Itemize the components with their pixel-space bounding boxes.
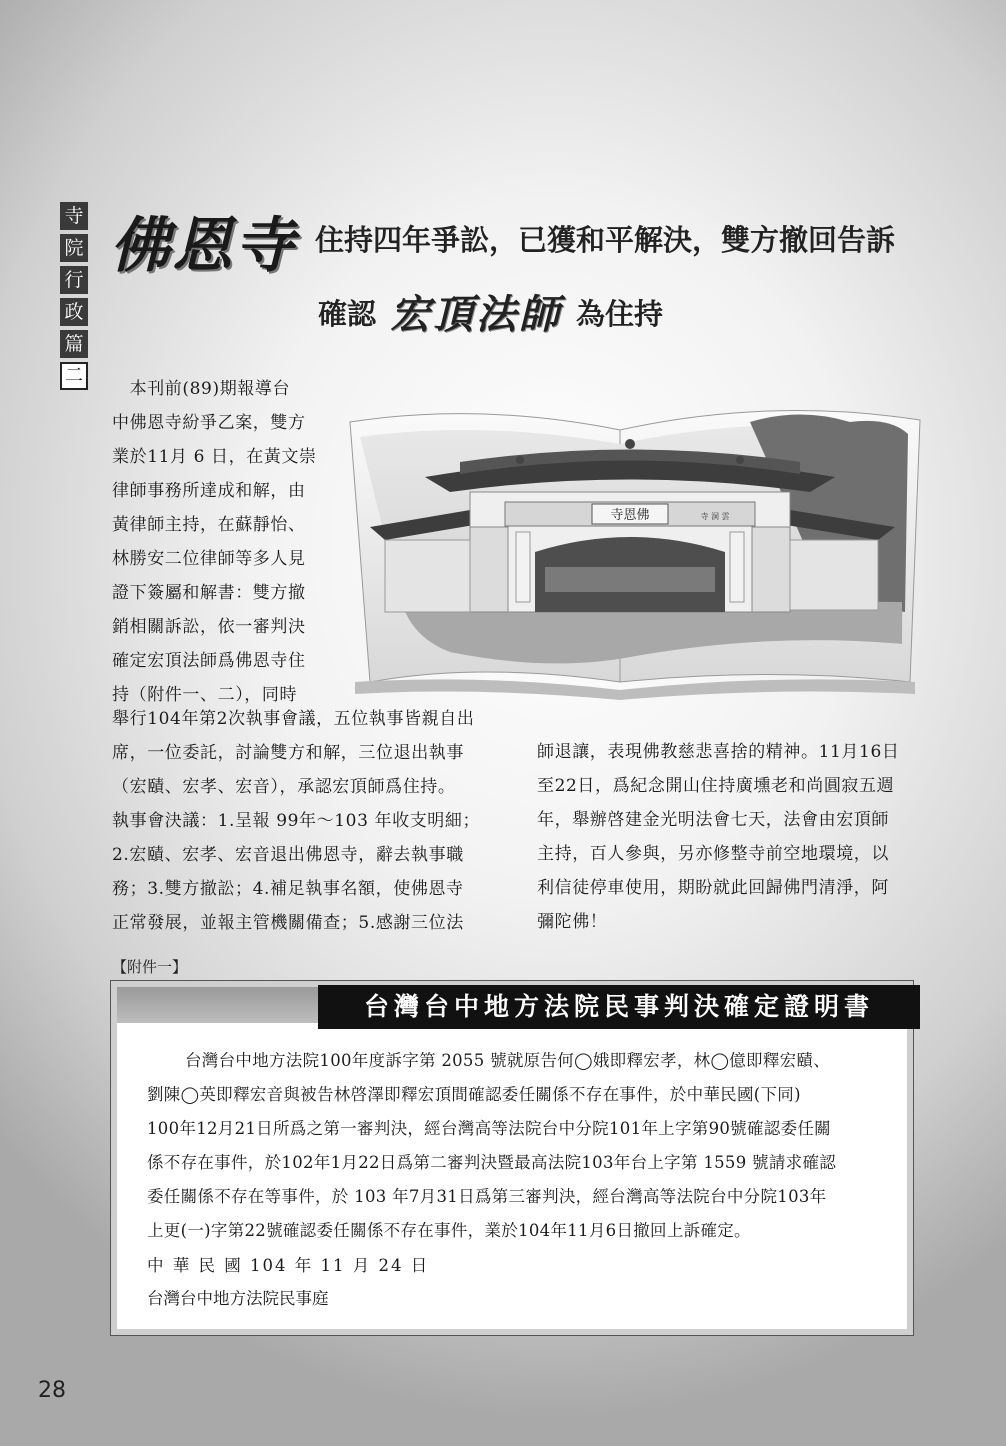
article-line: 銷相關訴訟，依一審判決 [112, 617, 306, 637]
section-tag-char: 篇 [60, 330, 88, 358]
article-line: 席，一位委託，討論雙方和解，三位退出執事 [112, 743, 464, 763]
section-tag-char: 行 [60, 266, 88, 294]
article-line: 主持，百人參與，另亦修整寺前空地環境，以 [537, 844, 889, 864]
article-line: 舉行104年第2次執事會議，五位執事皆親自出 [112, 709, 475, 729]
certificate-court: 台灣台中地方法院民事庭 [147, 1289, 329, 1308]
article-line: 中佛恩寺紛爭乙案，雙方 [112, 413, 306, 433]
article-line: 黃律師主持，在蘇靜怡、 [112, 515, 306, 535]
temple-photo-open-book [330, 382, 930, 702]
article-line: 執事會決議：1.呈報 99年～103 年收支明細； [112, 811, 481, 831]
attachment-label: 【附件一】 [112, 958, 188, 976]
article-wide-column [112, 702, 497, 940]
article-line: 業於11月 6 日，在黃文崇 [112, 447, 317, 467]
certificate-body [147, 1044, 887, 1248]
gate-plaque-text: 寺恩佛 [610, 508, 650, 523]
article-line: 持（附件一、二），同時 [112, 685, 298, 705]
article-left-column [112, 372, 324, 712]
article-line: 確定宏頂法師爲佛恩寺住 [112, 651, 306, 671]
page-number: 28 [38, 1378, 66, 1403]
article-line: 師退讓，表現佛教慈悲喜捨的精神。11月16日 [537, 742, 900, 762]
certificate-line: 委任關係不存在等事件，於 103 年7月31日爲第三審判決，經台灣高等法院台中分院103年 [147, 1187, 827, 1206]
temple-name-calligraphy: 佛恩寺 [110, 211, 296, 281]
article-line: 利信徒停車使用，期盼就此回歸佛門清淨，阿 [537, 878, 889, 898]
headline-as-abbot: 為住持 [576, 297, 664, 331]
article-line: 至22日，爲紀念開山住持廣壎老和尚圓寂五週 [537, 776, 895, 796]
certificate-line: 劉陳◯英即釋宏音與被告林啓澤即釋宏頂間確認委任關係不存在事件，於中華民國(下同) [147, 1085, 801, 1104]
gate-plaque-side-text: 寺 洞 雲 [700, 512, 730, 521]
section-tag [60, 202, 90, 394]
article-line: （宏賾、宏孝、宏音），承認宏頂師爲住持。 [112, 777, 456, 797]
article-line: 林勝安二位律師等多人見 [112, 549, 306, 569]
section-tag-char: 院 [60, 234, 88, 262]
section-tag-char: 寺 [60, 202, 88, 230]
court-certificate [110, 980, 914, 1336]
certificate-line: 係不存在事件，於102年1月22日爲第二審判決暨最高法院103年台上字第 1559 號請求確認 [147, 1153, 837, 1172]
section-tag-char: 政 [60, 298, 88, 326]
certificate-line: 上更(一)字第22號確認委任關係不存在事件，業於104年11月6日撤回上訴確定。 [147, 1221, 751, 1240]
article-line: 彌陀佛！ [537, 912, 608, 932]
certificate-line: 台灣台中地方法院100年度訴字第 2055 號就原告何◯娥即釋宏孝，林◯億即釋宏賾、 [185, 1051, 831, 1070]
headline-line-1: 住持四年爭訟，已獲和平解決，雙方撤回告訴 [315, 223, 896, 257]
article-line: 正常發展，並報主管機關備查；5.感謝三位法 [112, 913, 464, 933]
article-line: 年，舉辦啓建金光明法會七天，法會由宏頂師 [537, 810, 889, 830]
article-right-column [537, 735, 917, 939]
article-line: 律師事務所達成和解，由 [112, 481, 306, 501]
section-tag-number: 二 [60, 362, 88, 390]
article-line: 本刊前(89)期報導台 [112, 379, 291, 399]
abbot-name-calligraphy: 宏頂法師 [390, 291, 563, 338]
headline-confirm: 確認 [318, 297, 377, 331]
certificate-line: 100年12月21日所爲之第一審判決，經台灣高等法院台中分院101年上字第90號確認委任關 [147, 1119, 831, 1138]
certificate-title: 台灣台中地方法院民事判決確定證明書 [318, 985, 920, 1029]
headline-line-2 [318, 283, 664, 338]
article-line: 2.宏賾、宏孝、宏音退出佛恩寺，辭去執事職 [112, 845, 464, 865]
certificate-date: 中 華 民 國 104 年 11 月 24 日 [147, 1256, 430, 1275]
article-line: 務；3.雙方撤訟；4.補足執事名額，使佛恩寺 [112, 879, 464, 899]
article-line: 證下簽屬和解書：雙方撤 [112, 583, 306, 603]
